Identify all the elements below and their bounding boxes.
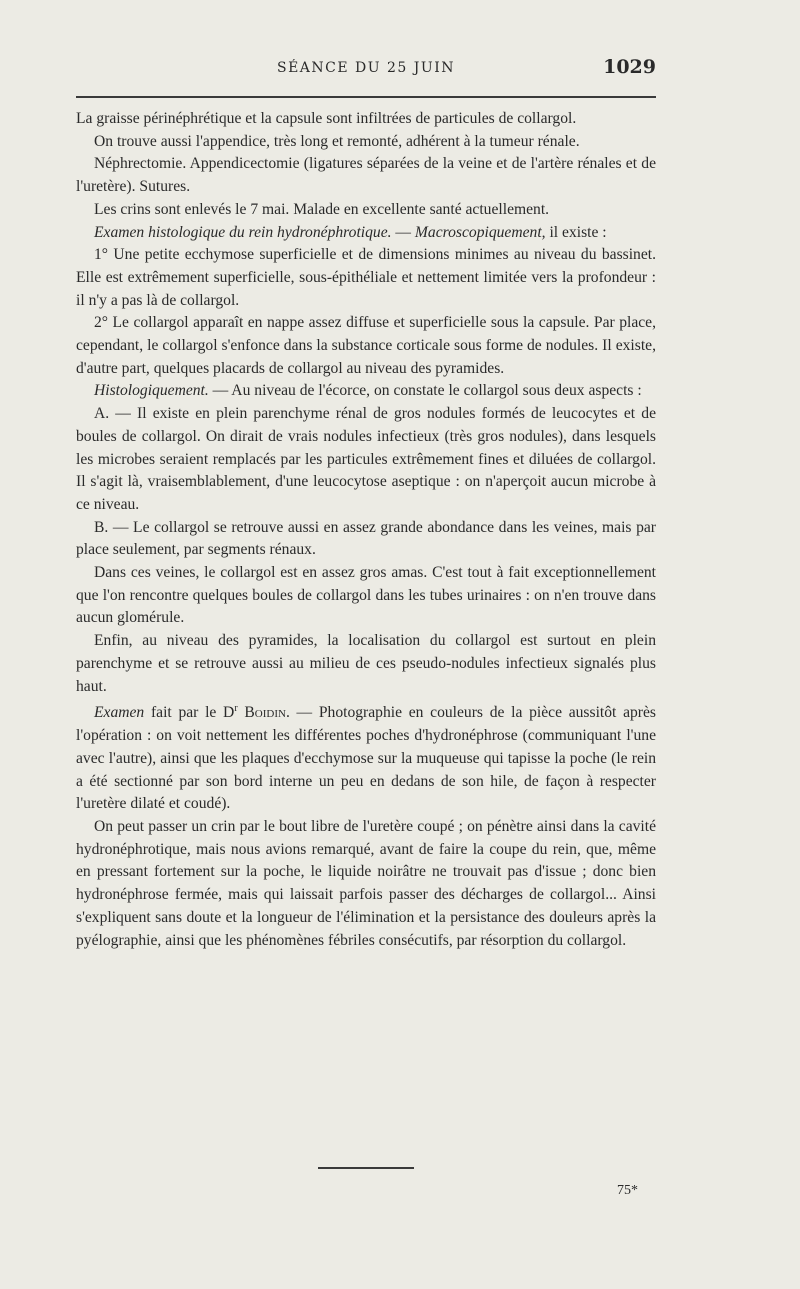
paragraph-6: 1° Une petite ecchymose superficielle et de dimensions minimes au niveau du bassinet. Elle est extrêmement superficielle, sous-épithéliale et nettement limitée vers la profondeur : il n'y a pas là de collargol. <box>76 246 656 309</box>
paragraph-3: Néphrectomie. Appendicectomie (ligatures séparées de la veine et de l'artère rénales et de l'uretère). Sutures. <box>76 155 656 196</box>
paragraph-8: Histologiquement. — Au niveau de l'écorce, on constate le collargol sous deux aspects : <box>94 382 642 400</box>
paragraph-1: La graisse périnéphrétique et la capsule sont infiltrées de particules de collargol. <box>76 110 577 127</box>
header-rule <box>76 96 656 98</box>
page-number: 1029 <box>603 56 656 78</box>
footer-rule <box>318 1167 414 1169</box>
paragraph-12: Enfin, au niveau des pyramides, la localisation du collargol est surtout en plein parenchyme et se retrouve aussi au milieu de ces pseudo-nodules infectieux signalés plus haut. <box>76 632 656 695</box>
paragraph-5: Examen histologique du rein hydronéphrotique. — Macroscopiquement, il existe : <box>94 223 607 241</box>
doctor-superscript: r <box>234 703 238 715</box>
section-heading-histology: Examen histologique du rein hydronéphrotique. <box>94 223 392 241</box>
author-name: Boidin <box>244 704 286 722</box>
page-header <box>76 58 656 82</box>
body-text <box>76 108 656 952</box>
paragraph-7: 2° Le collargol apparaît en nappe assez diffuse et superficielle sous la capsule. Par place, cependant, le collargol s'enfonce dans la substance corticale sous forme de nodules. Il existe, d'autre part, quelques placards de collargol au niveau des pyramides. <box>76 314 656 377</box>
paragraph-4: Les crins sont enlevés le 7 mai. Malade en excellente santé actuellement. <box>94 200 550 218</box>
paragraph-11: Dans ces veines, le collargol est en assez gros amas. C'est tout à fait exceptionnellement que l'on rencontre quelques boules de collargol dans les tubes urinaires : on n'en trouve dans aucun glomérule. <box>76 564 656 627</box>
paragraph-2: On trouve aussi l'appendice, très long et remonté, adhérent à la tumeur rénale. <box>94 132 580 150</box>
paragraph-14: On peut passer un crin par le bout libre de l'uretère coupé ; on pénètre ainsi dans la cavité hydronéphrotique, mais nous avions remarqué, avant de faire la coupe du rein, que, même en pressant fortement sur la poche, le liquide noirâtre ne trouvait pas d'issue ; donc bien hydronéphrose fermée, mais qui laissait parfois passer des décharges de collargol... Ainsi s'expliquent sans doute et la longueur de l'élimination et la persistance des douleurs après la pyélographie, ainsi que les phénomènes fébriles consécutifs, par résorption du collargol. <box>76 817 656 949</box>
paragraph-13: Examen fait par le $D^r$ Boidin. — Photographie en couleurs de la pièce aussitôt après l'opération : on voit nettement les différentes poches d'hydronéphrose (communiquant l'une avec l'autre), ainsi que les plaques d'ecchymose sur la muqueuse qui tapisse la poche (le rein a été sectionné par son bord interne un peu en dedans de son hile, de façon à respecter l'uretère dilaté et coudé). <box>76 703 656 813</box>
paragraph-9: A. — Il existe en plein parenchyme rénal de gros nodules formés de leucocytes et de boules de collargol. On dirait de vrais nodules infectieux (très gros nodules), dans lesquels les microbes seraient remplacés par les particules extrêmement fines et diluées de collargol. Il s'agit là, vraisemblablement, d'une leucocytose aseptique : on n'aperçoit aucun microbe à ce niveau. <box>76 405 656 513</box>
histologic-label: Histologiquement. <box>94 382 209 400</box>
paragraph-10: B. — Le collargol se retrouve aussi en assez grande abondance dans les veines, mais par place seulement, par segments rénaux. <box>76 518 656 559</box>
macroscopic-label: Macroscopiquement, <box>414 223 546 241</box>
examen-label: Examen <box>94 704 145 722</box>
running-head: SÉANCE DU 25 JUIN <box>277 60 455 76</box>
signature-mark: 75* <box>617 1183 638 1198</box>
